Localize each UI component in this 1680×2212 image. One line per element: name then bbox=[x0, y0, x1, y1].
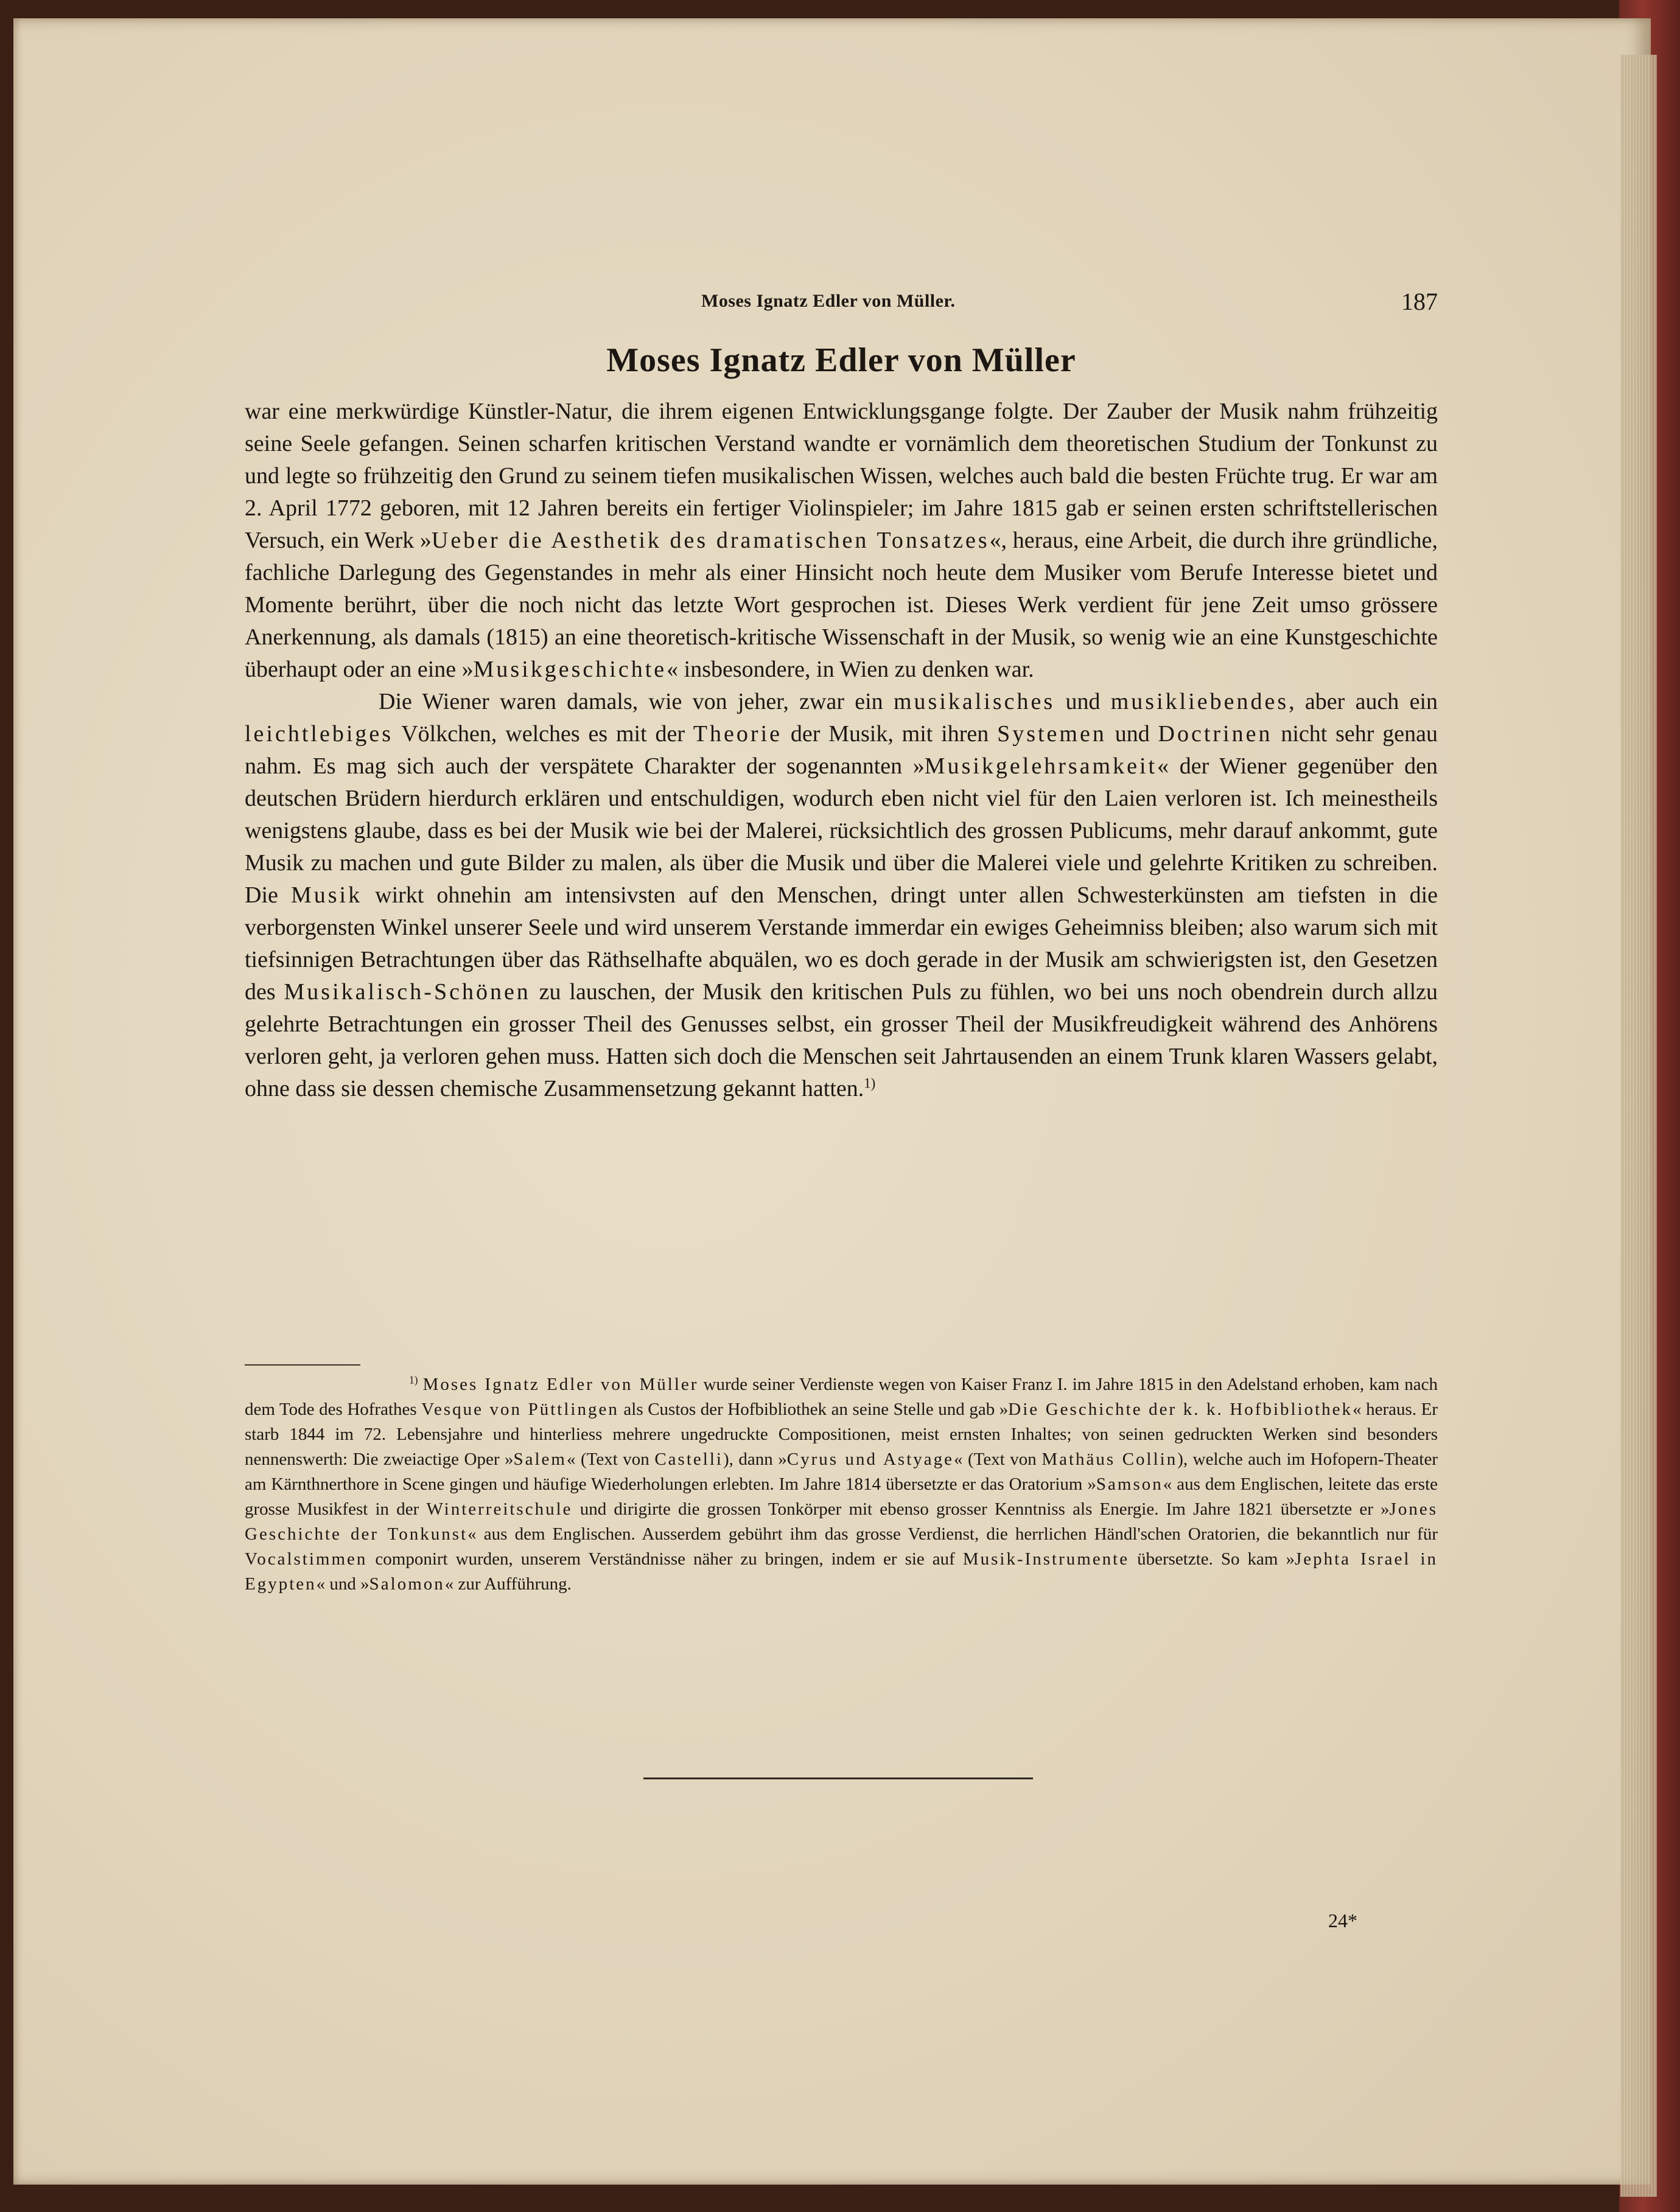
section-end-rule bbox=[643, 1778, 1033, 1779]
paragraph-1: war eine merkwürdige Künstler-Natur, die ihrem eigenen Entwicklungsgange folgte. Der Zauber der Musik nahm frühzeitig seine Seele gefangen. Seinen scharfen kritischen Verstand wandte er vornämlich dem theoretischen Studium der Tonkunst zu und legte so frühzeitig den Grund zu seinem tiefen musikalischen Wissen, welches auch bald die besten Früchte trug. Er war am 2. April 1772 geboren, mit 12 Jahren bereits ein fertiger Violinspieler; im Jahre 1815 gab er seinen ersten schriftstellerischen Versuch, ein Werk »Ueber die Aesthetik des dramatischen Tonsatzes«, heraus, eine Arbeit, die durch ihre gründliche, fachliche Darlegung des Gegenstandes in mehr als einer Hinsicht noch heute dem Musiker vom Berufe Interesse bietet und Momente berührt, über die noch nicht das letzte Wort gesprochen ist. Dieses Werk verdient für jene Zeit umso grössere Anerkennung, als damals (1815) an eine theoretisch-kritische Wissenschaft in der Musik, so wenig wie an eine Kunstgeschichte überhaupt oder an eine »Musikgeschichte« insbesondere, in Wien zu denken war. bbox=[245, 399, 1438, 682]
book-page bbox=[13, 18, 1651, 2185]
footnote bbox=[245, 1372, 1438, 1597]
footnote-marker: 1) bbox=[409, 1373, 418, 1386]
article-title: Moses Ignatz Edler von Müller bbox=[606, 341, 1076, 379]
footnote-reference: 1) bbox=[864, 1075, 876, 1091]
footnote-divider bbox=[245, 1364, 360, 1366]
signature-mark: 24* bbox=[1328, 1910, 1357, 1931]
running-head-title: Moses Ignatz Edler von Müller. bbox=[701, 291, 956, 311]
footnote-text: $^{1)}$ Moses Ignatz Edler von Müller wurde seiner Verdienste wegen von Kaiser Franz I. im Jahre 1815 in den Adelstand erhoben, kam nach dem Tode des Hofrathes Vesque von Püttlingen als Custos der Hofbibliothek an seine Stelle und gab »Die Geschichte der k. k. Hofbibliothek« heraus. Er starb 1844 im 72. Lebensjahre und hinterliess mehrere ungedruckte Compositionen, meist ernsten Inhaltes; von seinen gedruckten Werken sind besonders nennenswerth: Die zweiactige Oper »Salem« (Text von Castelli), dann »Cyrus und Astyage« (Text von Mathäus Collin), welche auch im Hofopern-Theater am Kärnthnerthore in Scene gingen und häufige Wiederholungen erlebten. Im Jahre 1814 übersetzte er das Oratorium »Samson« aus dem Englischen, leitete das erste grosse Musikfest in der Winterreitschule und dirigirte die grossen Tonkörper mit ebenso grosser Kenntniss als Energie. Im Jahre 1821 übersetzte er »Jones Geschichte der Tonkunst« aus dem Englischen. Ausserdem gebührt ihm das grosse Verdienst, die herrlichen Händl'schen Oratorien, die bekanntlich nur für Vocalstimmen componirt wurden, unserem Verständnisse näher zu bringen, indem er sie auf Musik-Instrumente übersetzte. So kam »Jephta Israel in Egypten« und »Salomon« zur Aufführung. bbox=[245, 1373, 1438, 1594]
page-number: 187 bbox=[1401, 288, 1438, 315]
page-stack-edge bbox=[1620, 55, 1657, 2197]
article-body bbox=[245, 396, 1438, 1105]
paragraph-2: Die Wiener waren damals, wie von jeher, zwar ein musikalisches und musikliebendes, aber auch ein leichtlebiges Völkchen, welches es mit der Theorie der Musik, mit ihren Systemen und Doctrinen nicht sehr genau nahm. Es mag sich auch der verspätete Charakter der sogenannten »Musikgelehrsamkeit« der Wiener gegenüber den deutschen Brüdern hierdurch erklären und entschuldigen, wodurch eben nicht viel für den Laien verloren ist. Ich meinestheils wenigstens glaube, dass es bei der Musik wie bei der Malerei, rücksichtlich des grossen Publicums, mehr darauf ankommt, gute Musik zu machen und gute Bilder zu malen, als über die Musik und über die Malerei viele und gelehrte Kritiken zu schreiben. Die Musik wirkt ohnehin am intensivsten auf den Menschen, dringt unter allen Schwesterkünsten am tiefsten in die verborgensten Winkel unserer Seele und wird unserem Verstande immerdar ein ewiges Geheimniss bleiben; also warum sich mit tiefsinnigen Betrachtungen über das Räthselhafte abquälen, wo es doch gerade in der Musik am schwierigsten ist, den Gesetzen des Musikalisch-Schönen zu lauschen, der Musik den kritischen Puls zu fühlen, wo bei uns noch obendrein durch allzu gelehrte Betrachtungen ein grosser Theil des Genusses selbst, ein grosser Theil der Musikfreudigkeit während des Anhörens verloren geht, ja verloren gehen muss. Hatten sich doch die Menschen seit Jahrtausenden an einem Trunk klaren Wassers gelabt, ohne dass sie dessen chemische Zusammensetzung gekannt hatten.$^{1)}$ bbox=[245, 689, 1438, 1101]
